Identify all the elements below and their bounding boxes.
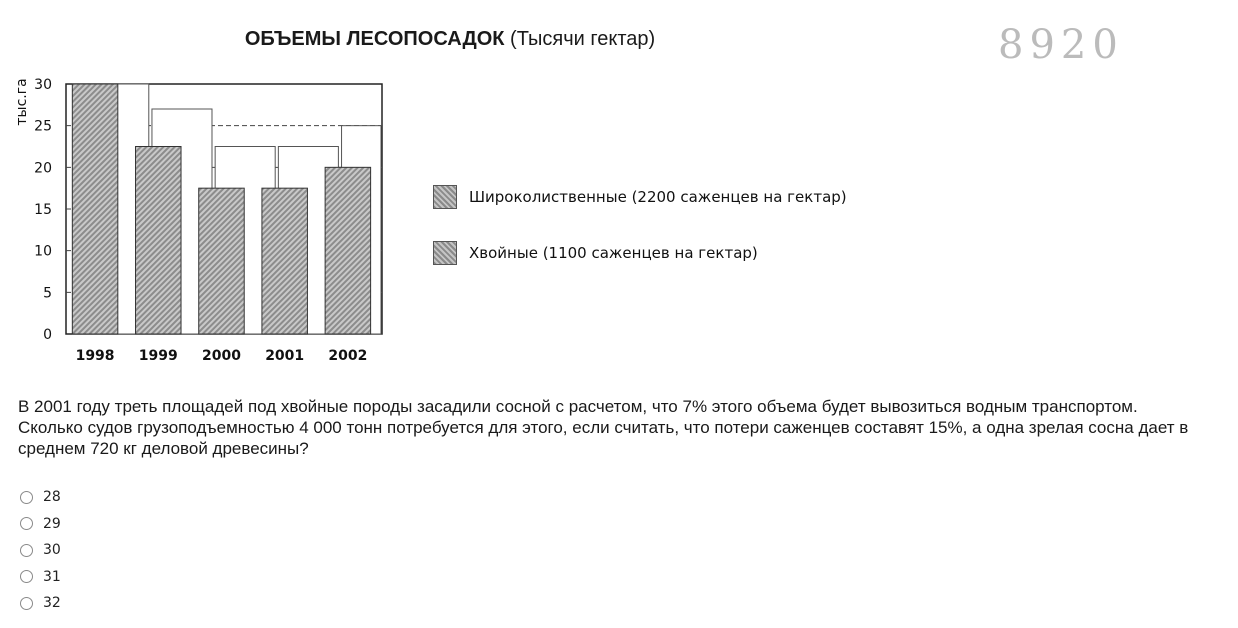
y-tick-label: 10 xyxy=(34,243,52,260)
answer-label: 31 xyxy=(43,568,61,585)
radio-button[interactable] xyxy=(20,491,33,504)
question-text: В 2001 году треть площадей под хвойные породы засадили сосной с расчетом, что 7% этого объема будет вывозиться водным транспортом. Сколько судов грузоподъемностью 4 000 тонн потребуется для этого, если считать, что потери саженцев составят 15%, а одна зрелая сосна дает в среднем 720 кг деловой древесины? xyxy=(18,397,1189,458)
x-tick-label: 2002 xyxy=(328,348,368,364)
answer-label: 28 xyxy=(43,489,61,506)
legend-swatch-conifer xyxy=(433,241,457,265)
radio-button[interactable] xyxy=(20,544,33,557)
y-tick-label: 5 xyxy=(43,285,52,302)
answer-label: 32 xyxy=(43,595,61,612)
y-tick-label: 15 xyxy=(34,202,52,218)
legend-item-conifer xyxy=(433,241,758,265)
legend-label-broadleaf: Широколиственные (2200 саженцев на гектар) xyxy=(469,188,847,206)
x-tick-label: 1998 xyxy=(75,348,115,364)
answer-option-29[interactable] xyxy=(20,511,61,538)
bar-broadleaf-1999 xyxy=(136,147,182,335)
legend-swatch-broadleaf xyxy=(433,185,457,209)
bar-broadleaf-2001 xyxy=(262,188,308,334)
x-tick-label: 1999 xyxy=(138,348,178,364)
chart-title-unit: (Тысячи гектар) xyxy=(510,28,656,50)
y-tick-label: 0 xyxy=(43,327,52,343)
legend-item-broadleaf xyxy=(433,185,847,209)
answer-label: 30 xyxy=(43,542,61,559)
answer-label: 29 xyxy=(43,515,61,532)
corner-number: 8920 xyxy=(998,22,1124,68)
legend-label-conifer: Хвойные (1100 саженцев на гектар) xyxy=(469,244,758,262)
answer-option-32[interactable] xyxy=(20,590,61,617)
x-tick-label: 2000 xyxy=(201,348,241,364)
radio-button[interactable] xyxy=(20,597,33,610)
chart-title-bold: ОБЪЕМЫ ЛЕСОПОСАДОК xyxy=(244,28,505,50)
answer-option-31[interactable] xyxy=(20,564,61,591)
answer-options xyxy=(20,484,61,617)
y-axis-label: тыс.га xyxy=(14,78,30,126)
bar-broadleaf-1998 xyxy=(72,84,118,334)
bar-chart xyxy=(0,60,420,380)
y-tick-label: 30 xyxy=(34,77,52,93)
bar-broadleaf-2002 xyxy=(325,167,371,334)
answer-option-30[interactable] xyxy=(20,537,61,564)
radio-button[interactable] xyxy=(20,517,33,530)
y-tick-label: 20 xyxy=(34,160,52,177)
y-tick-label: 25 xyxy=(34,118,52,135)
radio-button[interactable] xyxy=(20,570,33,583)
answer-option-28[interactable] xyxy=(20,484,61,511)
chart-title xyxy=(0,28,900,51)
bar-broadleaf-2000 xyxy=(199,188,245,334)
x-tick-label: 2001 xyxy=(265,348,305,364)
